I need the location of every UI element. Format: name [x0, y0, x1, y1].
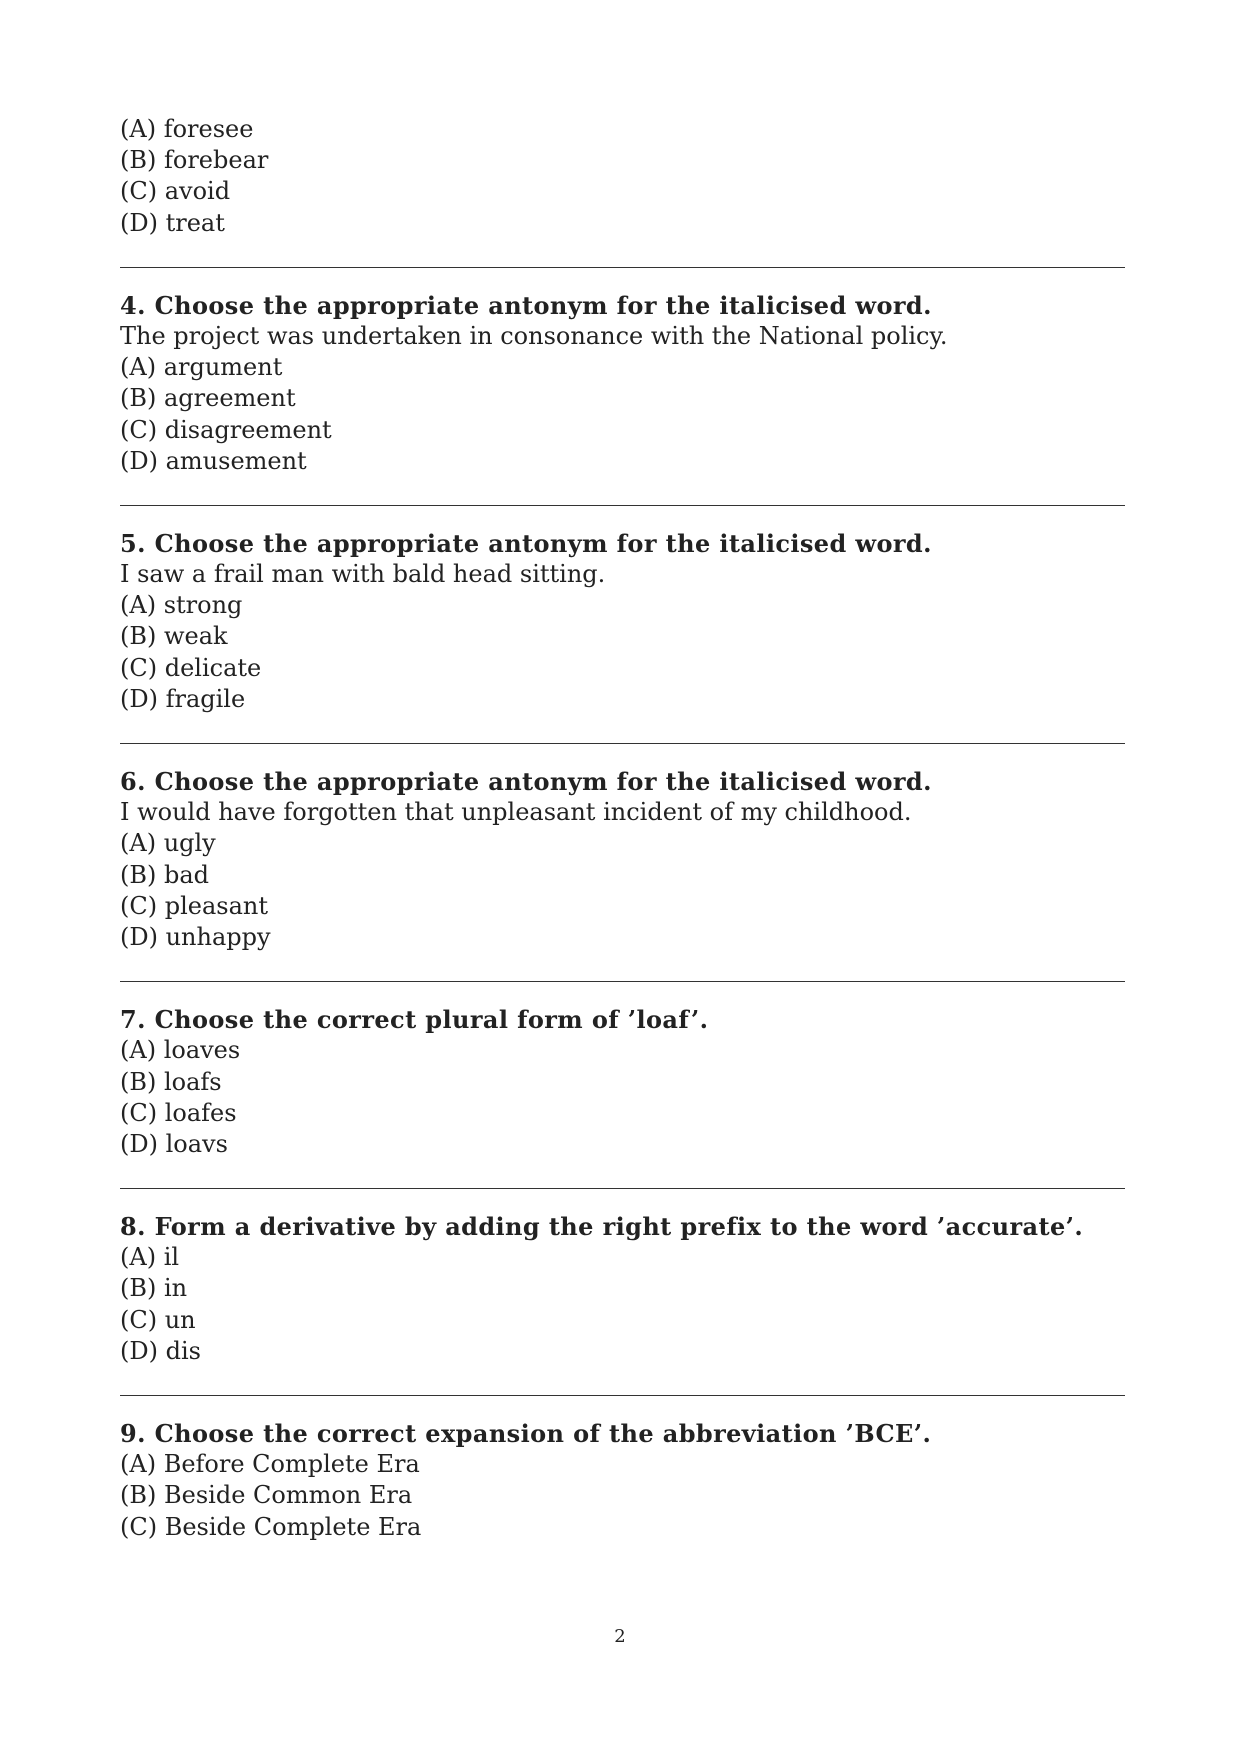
option-b[interactable]: (B) in [120, 1274, 188, 1303]
question-sentence: I would have forgotten that unpleasant incident of my childhood. [120, 798, 912, 827]
option-b[interactable]: (B) agreement [120, 384, 296, 413]
question-7 [120, 1004, 1125, 1160]
option-b[interactable]: (B) Beside Common Era [120, 1481, 413, 1510]
option-a[interactable]: (A) argument [120, 353, 283, 382]
option-d[interactable]: (D) treat [120, 208, 225, 237]
divider [120, 267, 1125, 268]
option-b[interactable]: (B) loafs [120, 1067, 222, 1096]
question-title: 4. Choose the appropriate antonym for the italicised word. [120, 290, 932, 320]
option-c[interactable]: (C) delicate [120, 653, 262, 682]
option-a[interactable]: (A) strong [120, 591, 243, 620]
option-c[interactable]: (C) pleasant [120, 891, 268, 920]
question-5 [120, 528, 1125, 715]
question-9 [120, 1418, 1125, 1543]
option-b[interactable]: (B) weak [120, 622, 228, 651]
question-title: 5. Choose the appropriate antonym for the italicised word. [120, 528, 932, 558]
question-title: 9. Choose the correct expansion of the abbreviation ’BCE’. [120, 1419, 932, 1448]
option-c[interactable]: (C) loafes [120, 1098, 237, 1127]
divider [120, 505, 1125, 506]
page-number: 2 [614, 1626, 626, 1647]
question-6 [120, 766, 1125, 953]
option-a[interactable]: (A) ugly [120, 829, 216, 858]
option-d[interactable]: (D) fragile [120, 684, 246, 713]
question-4 [120, 290, 1125, 477]
question-title: 8. Form a derivative by adding the right prefix to the word ’accurate’. [120, 1212, 1084, 1242]
divider [120, 743, 1125, 744]
option-a[interactable]: (A) Before Complete Era [120, 1450, 420, 1479]
question-8 [120, 1211, 1125, 1367]
divider [120, 1188, 1125, 1189]
option-d[interactable]: (D) loavs [120, 1129, 228, 1158]
option-c[interactable]: (C) disagreement [120, 415, 332, 444]
question-sentence: I saw a frail man with bald head sitting. [120, 560, 606, 589]
question-title: 7. Choose the correct plural form of ’loaf’. [120, 1005, 709, 1035]
option-c[interactable]: (C) avoid [120, 177, 231, 206]
option-d[interactable]: (D) dis [120, 1336, 201, 1365]
divider [120, 1395, 1125, 1396]
option-c[interactable]: (C) Beside Complete Era [120, 1512, 422, 1541]
option-d[interactable]: (D) amusement [120, 446, 307, 475]
divider [120, 981, 1125, 982]
option-a[interactable]: (A) il [120, 1243, 180, 1272]
question-sentence: The project was undertaken in consonance with the National policy. [120, 321, 948, 350]
option-c[interactable]: (C) un [120, 1305, 196, 1334]
question-3-continued [120, 114, 1125, 239]
option-d[interactable]: (D) unhappy [120, 922, 271, 951]
option-b[interactable]: (B) forebear [120, 146, 269, 175]
page-content [120, 114, 1125, 1543]
question-title: 6. Choose the appropriate antonym for the italicised word. [120, 767, 932, 796]
option-a[interactable]: (A) loaves [120, 1036, 241, 1065]
option-a[interactable]: (A) foresee [120, 115, 254, 143]
option-b[interactable]: (B) bad [120, 860, 210, 889]
